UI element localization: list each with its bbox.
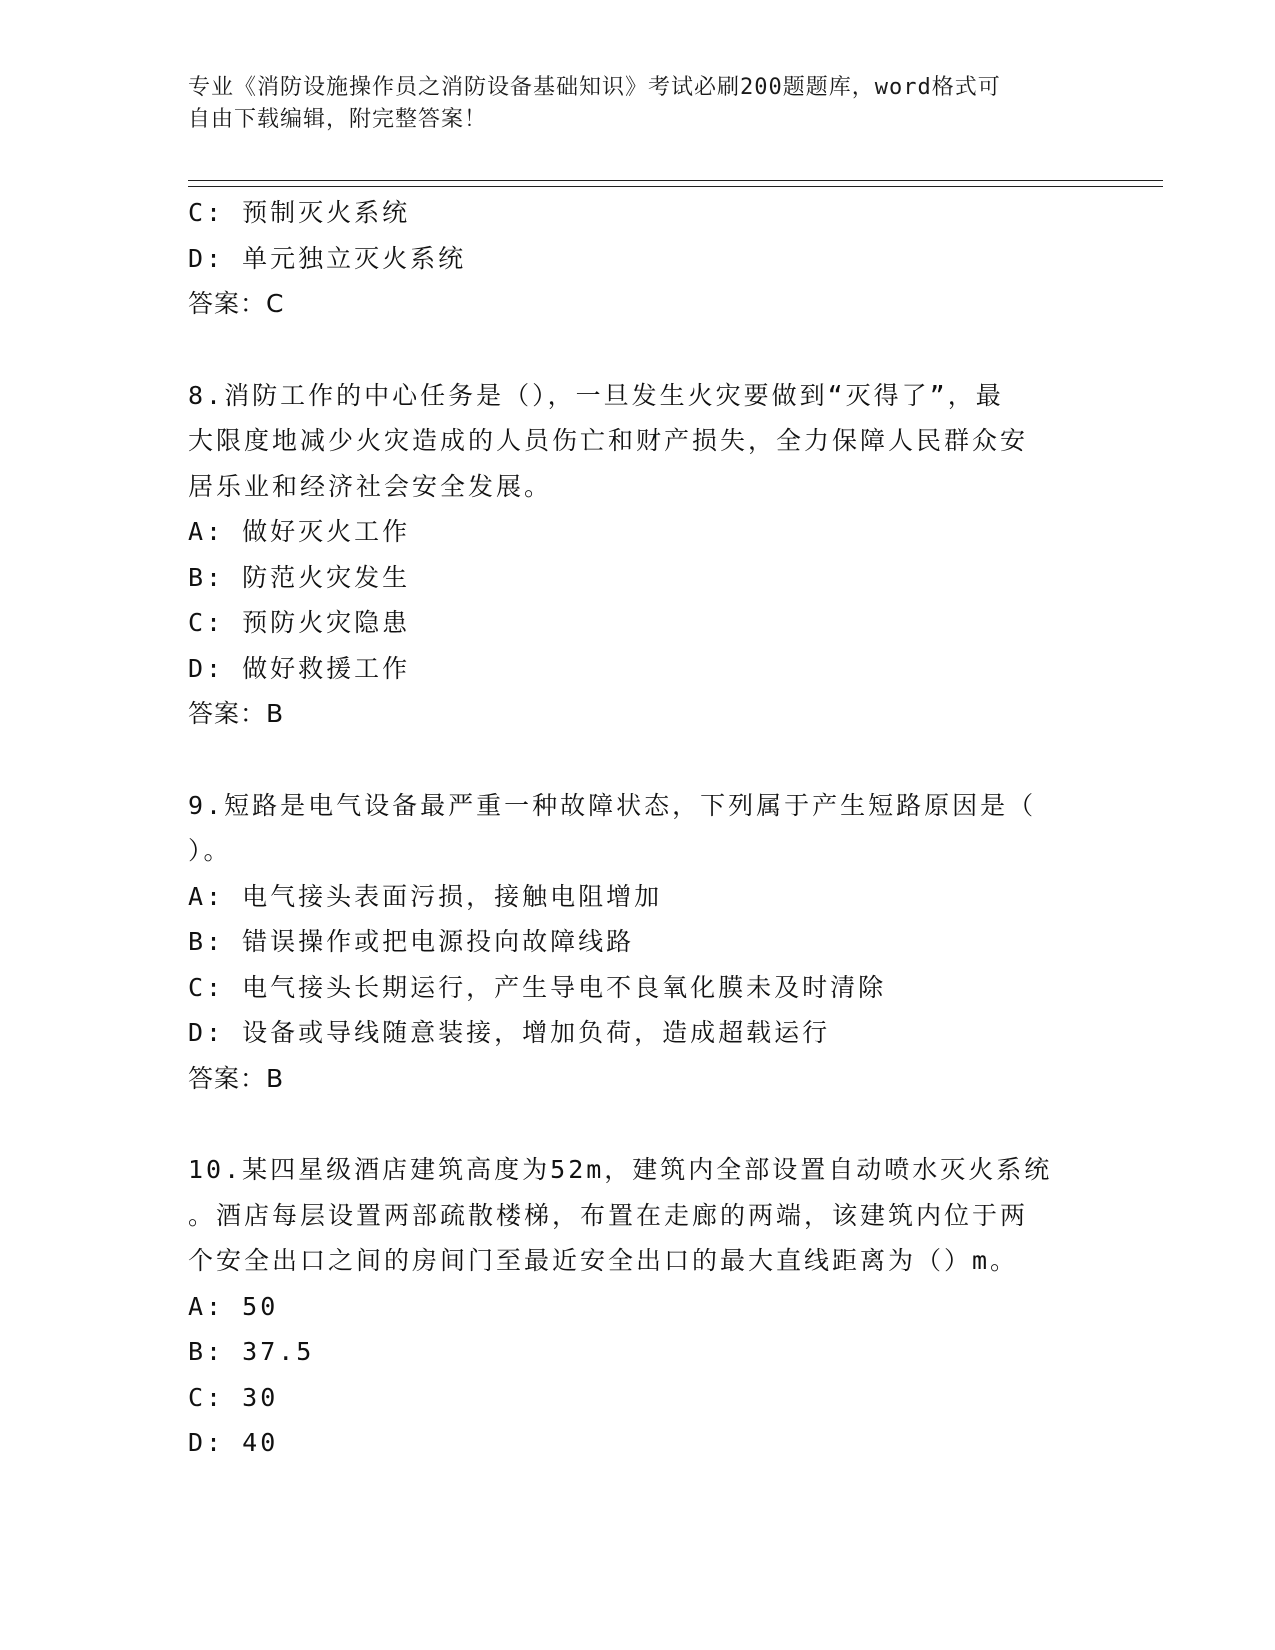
option-d: D: 单元独立灭火系统 [188,243,467,273]
header-divider-top [188,180,1163,181]
option-c: C: 预防火灾隐患 [188,608,411,637]
option-a: A: 50 [188,1291,279,1321]
option-c: C: 预制灭火系统 [188,198,411,227]
option-d: D: 做好救援工作 [188,653,411,683]
header-line-2: 自由下载编辑，附完整答案！ [188,107,488,132]
stem-line: ）。 [188,836,232,865]
answer-line: 答案：B [188,699,285,728]
stem-line: 9.短路是电气设备最严重一种故障状态，下列属于产生短路原因是（ [188,790,1037,820]
answer-line: 答案：B [188,1063,285,1093]
header-divider-bottom [188,186,1163,187]
stem-line: 。酒店每层设置两部疏散楼梯，布置在走廊的两端，该建筑内位于两 [188,1200,1029,1230]
stem-line: 10.某四星级酒店建筑高度为52m，建筑内全部设置自动喷水灭火系统 [188,1155,1053,1184]
option-a: A: 做好灭火工作 [188,517,411,546]
stem-line: 个安全出口之间的房间门至最近安全出口的最大直线距离为（）m。 [188,1246,1019,1275]
question-10 [188,1147,1068,1466]
stem-line: 居乐业和经济社会安全发展。 [188,471,553,501]
question-7 [188,190,1068,327]
option-d: D: 设备或导线随意装接，增加负荷，造成超载运行 [188,1018,831,1047]
stem-line: 8.消防工作的中心任务是（），一旦发生火灾要做到“灭得了”，最 [188,380,1004,410]
header-line-1: 专业《消防设施操作员之消防设备基础知识》考试必刷200题题库，word格式可 [188,75,1001,100]
option-a: A: 电气接头表面污损，接触电阻增加 [188,881,663,911]
answer-line: 答案：C [188,289,285,318]
question-8 [188,373,1068,737]
document-header [188,72,1068,136]
question-9 [188,783,1068,1102]
option-c: C: 30 [188,1382,279,1412]
question-stem [188,1147,1068,1284]
question-list [188,190,1068,1466]
option-b: B: 37.5 [188,1337,315,1366]
option-c: C: 电气接头长期运行，产生导电不良氧化膜未及时清除 [188,972,887,1002]
option-d: D: 40 [188,1428,279,1457]
option-b: B: 错误操作或把电源投向故障线路 [188,927,635,956]
option-b: B: 防范火灾发生 [188,562,411,592]
question-stem [188,373,1068,510]
question-stem [188,783,1068,874]
stem-line: 大限度地减少火灾造成的人员伤亡和财产损失，全力保障人民群众安 [188,426,1029,455]
